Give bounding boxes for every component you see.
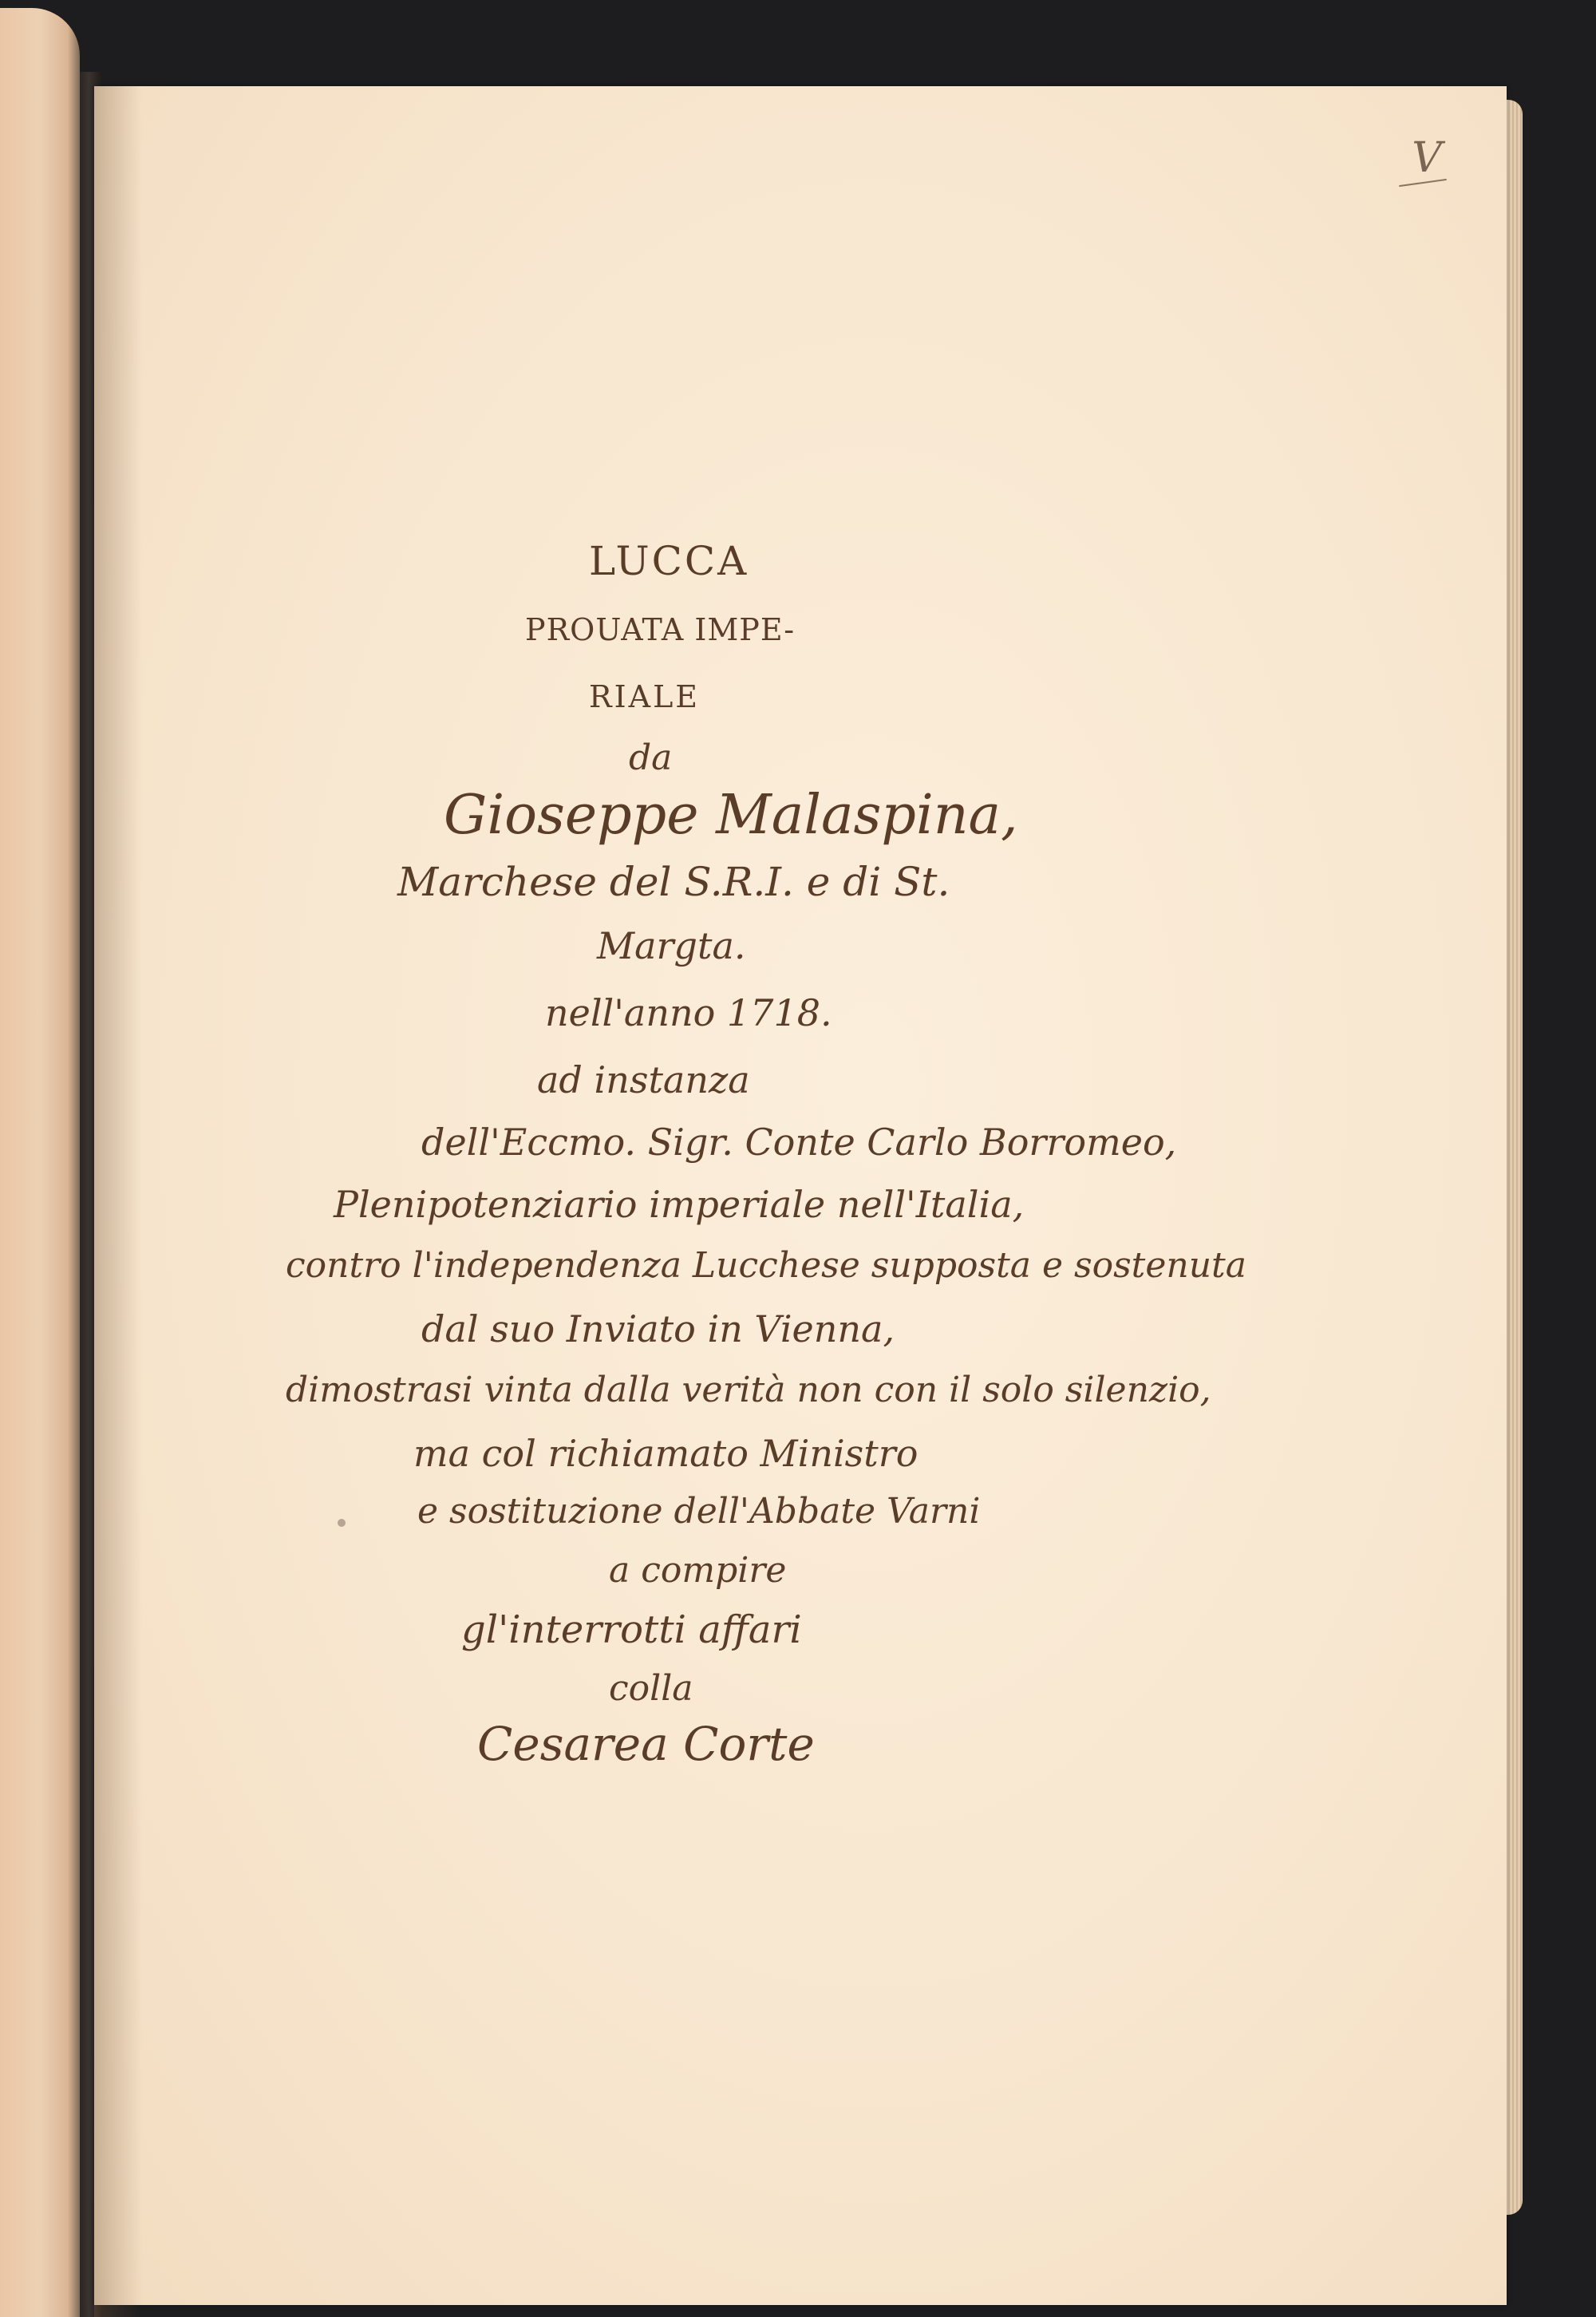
author-title: Marchese del S.R.I. e di St.	[397, 859, 950, 905]
affari-line: gl'interrotti affari	[461, 1607, 802, 1652]
author-title-cont: Margta.	[597, 924, 746, 967]
author-name: Gioseppe Malaspina,	[444, 784, 1018, 847]
silence-line: dimostrasi vinta dalla verità non con il solo silenzio,	[286, 1370, 1211, 1410]
colla-line: colla	[609, 1668, 693, 1709]
title-line-riale: RIALE	[589, 679, 701, 714]
minister-line: ma col richiamato Ministro	[413, 1432, 918, 1475]
title-line-da: da	[629, 737, 673, 778]
title-line-lucca: LUCCA	[589, 538, 749, 584]
manuscript-page	[94, 86, 1507, 2305]
envoy-line: dal suo Inviato in Vienna,	[421, 1307, 895, 1350]
folio-number: V	[1412, 134, 1442, 182]
instance-line: ad instanza	[537, 1058, 750, 1101]
year-line: nell'anno 1718.	[545, 991, 832, 1034]
title-line-prouata: PROUATA IMPE-	[525, 612, 796, 647]
title-page-text	[94, 86, 1507, 2305]
cesarea-corte-line: Cesarea Corte	[477, 1717, 815, 1771]
independence-line: contro l'independenza Lucchese supposta e sostenuta	[286, 1245, 1246, 1286]
facing-page	[0, 8, 80, 2317]
plenipotentiary-line: Plenipotenziario imperiale nell'Italia,	[334, 1183, 1025, 1226]
abbate-line: e sostituzione dell'Abbate Varni	[417, 1491, 981, 1532]
borromeo-line: dell'Eccmo. Sigr. Conte Carlo Borromeo,	[421, 1121, 1177, 1164]
compire-line: a compire	[609, 1550, 787, 1591]
gutter-shadow	[94, 86, 142, 2317]
